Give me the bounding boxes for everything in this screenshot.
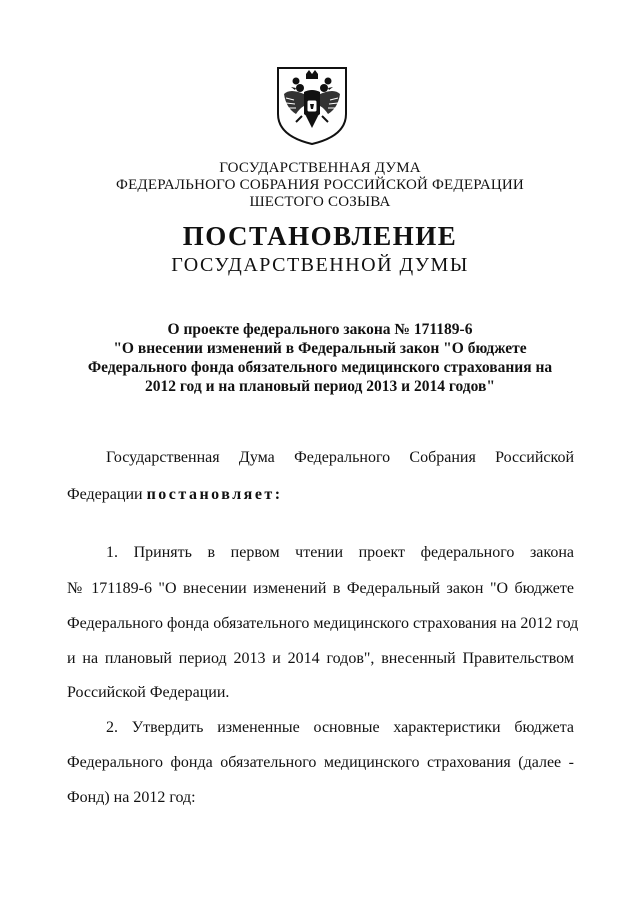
- paragraph-2-line-1: 2. Утвердить измененные основные характеристики бюджета: [106, 719, 574, 736]
- preamble-decision-word: постановляет:: [146, 486, 283, 503]
- paragraph-2-line-2: Федерального фонда обязательного медицинского страхования (далее -: [67, 754, 574, 771]
- subject-line-2: "О внесении изменений в Федеральный закон "О бюджете: [113, 340, 527, 357]
- paragraph-1-line-2: № 171189-6 "О внесении изменений в Федеральный закон "О бюджете: [67, 580, 574, 597]
- paragraph-1-line-5: Российской Федерации.: [67, 684, 230, 701]
- coat-of-arms-icon: [274, 64, 350, 146]
- paragraph-2-line-3: Фонд) на 2012 год:: [67, 789, 196, 806]
- preamble-text: Федерации: [67, 486, 147, 503]
- preamble-line-2: [67, 486, 574, 504]
- header-convocation: ШЕСТОГО СОЗЫВА: [249, 194, 391, 210]
- subject-line-1: О проекте федерального закона № 171189-6: [167, 321, 473, 338]
- paragraph-1-line-4: и на плановый период 2013 и 2014 годов", внесенный Правительством: [67, 650, 574, 667]
- paragraph-1-line-3: Федерального фонда обязательного медицинского страхования на 2012 год: [67, 615, 579, 632]
- document-title: ПОСТАНОВЛЕНИЕ: [182, 221, 458, 251]
- header-assembly: ФЕДЕРАЛЬНОГО СОБРАНИЯ РОССИЙСКОЙ ФЕДЕРАЦИИ: [116, 177, 524, 193]
- header-institution: ГОСУДАРСТВЕННАЯ ДУМА: [219, 160, 421, 176]
- preamble-line-1: Государственная Дума Федерального Собрания Российской: [106, 449, 574, 466]
- subject-line-4: 2012 год и на плановый период 2013 и 2014 годов": [145, 378, 495, 395]
- subject-line-3: Федерального фонда обязательного медицинского страхования на: [87, 359, 553, 376]
- document-subtitle: ГОСУДАРСТВЕННОЙ ДУМЫ: [171, 254, 469, 276]
- paragraph-1-line-1: 1. Принять в первом чтении проект федерального закона: [106, 544, 574, 561]
